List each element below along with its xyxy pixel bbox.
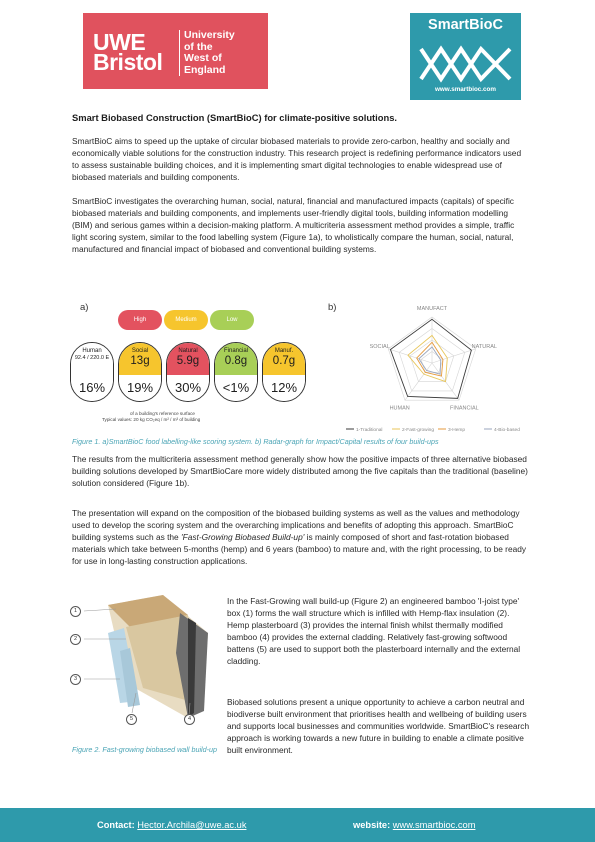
footer-website-link[interactable]: www.smartbioc.com xyxy=(392,820,476,830)
figure-1a-note xyxy=(102,411,200,423)
capsule-natural xyxy=(166,342,210,402)
figure-1a-note-line2: Typical values: 20 kg CO₂eq / m² / m³ of building xyxy=(102,417,201,422)
uwe-logo-university xyxy=(184,30,235,76)
capsule-natural-name: Natural xyxy=(178,348,198,354)
capsule-manufactured-top xyxy=(263,343,305,375)
capsule-manufactured-percent: 12% xyxy=(263,375,305,402)
capsule-manufactured xyxy=(262,342,306,402)
capsule-social-value: 13g xyxy=(130,355,150,367)
smartbioc-logo xyxy=(410,13,521,100)
figure-1b-label: b) xyxy=(328,302,337,313)
radar-legend-label: 1-Traditional xyxy=(356,428,383,433)
radar-axis-line xyxy=(432,349,476,363)
uwe-logo-divider xyxy=(179,30,180,76)
capsule-human-percent: 16% xyxy=(71,375,113,402)
callout-5: 5 xyxy=(126,714,137,725)
footer-contact-label: Contact: xyxy=(97,820,135,830)
uwe-bristol-logo xyxy=(83,13,268,89)
radar-axis-label: SOCIAL xyxy=(369,344,390,351)
capsule-human-top xyxy=(71,343,113,375)
uwe-logo-small2: of the xyxy=(184,40,213,53)
presentation-paragraph xyxy=(72,507,528,567)
footer-contact-email-link[interactable]: Hector.Archila@uwe.ac.uk xyxy=(137,820,247,830)
legend-high-pill: High xyxy=(118,310,162,330)
presentation-text-start: The presentation will expand on the composition of the biobased building systems as well as the values and methodology used to develop the scoring system and the overarching implications and benefits of adopting this approach. SmartBioC building systems such as the xyxy=(72,508,520,542)
capsule-social-percent: 19% xyxy=(119,375,161,402)
radar-legend-label: 4-Bio-based xyxy=(494,428,520,433)
legend-medium-pill: Medium xyxy=(164,310,208,330)
capsule-financial-top xyxy=(215,343,257,375)
capsule-financial xyxy=(214,342,258,402)
page-title: Smart Biobased Construction (SmartBioC) for climate-positive solutions. xyxy=(72,112,398,123)
callout-4: 4 xyxy=(184,714,195,725)
radar-axis-label: HUMAN xyxy=(389,405,410,412)
capsule-financial-name: Financial xyxy=(223,348,248,354)
figure-2 xyxy=(68,593,218,731)
conclusion-paragraph: Biobased solutions present a unique opportunity to achieve a carbon neutral and biodiverse built environment that prioritises health and wellbeing of building users and supports local businesses and communities worldwide. SmartBioC's research approach is working towards a new future in building to enable a climate positive built environment. xyxy=(227,697,530,755)
radar-series-1 xyxy=(390,319,471,398)
figure-1-caption: Figure 1. a)SmartBioC food labelling-like scoring system. b) Radar-graph for Impact/Capital results of four build-ups xyxy=(72,437,439,446)
presentation-text-italic: 'Fast-Growing Biobased Build-up' xyxy=(181,532,305,542)
scope-paragraph: SmartBioC investigates the overarching human, social, natural, financial and manufactured impacts (capitals) of specific biobased materials and building components, and implements user-friendly digital tools, building information modelling (BIM) and serious games within a decision-making platform. A multicriteria assessment method provides a simple, traffic light scoring system, similar to the food labelling system (Figure 1a), to wholistically compare the human, social, natural, manufactured and financial impact of biobased and conventional building systems. xyxy=(72,196,515,254)
footer-website xyxy=(353,820,475,830)
uwe-logo-line1: UWE xyxy=(93,29,146,55)
results-paragraph: The results from the multicriteria assessment method generally show how the positive impacts of three alternative biobased building solutions developed by SmartBioCare more widely distributed among the five capitals than the traditional (baseline) solution considered (Figure 1b). xyxy=(72,454,528,488)
capsule-social-top xyxy=(119,343,161,375)
radar-axis-label: NATURAL xyxy=(471,344,497,351)
footer-bar xyxy=(0,808,595,842)
figure-1 xyxy=(62,297,532,437)
capsule-financial-value: 0.8g xyxy=(224,355,248,367)
callout-2: 2 xyxy=(70,634,81,645)
callout-3: 3 xyxy=(70,674,81,685)
figure-1a-label: a) xyxy=(80,302,89,313)
footer-website-label: website: xyxy=(353,820,391,830)
wall-buildup-paragraph: In the Fast-Growing wall build-up (Figure 2) an engineered bamboo 'I-joist type' box (1) forms the wall structure which is infilled with Hemp-flax insulation (2). Hemp plasterboard (3) provides the internal finish whilst thermally modified bamboo (4) provides the external cladding. Relatively fast-growing softwood battens (5) are used to support both the plasterboard internally and the external cladding. xyxy=(227,596,521,666)
capsule-natural-value: 5.9g xyxy=(176,355,200,367)
figure-1a-note-line1: of a building's reference surface xyxy=(130,411,195,416)
capsule-human-value: 92.4 / 220.0 E xyxy=(74,355,110,361)
smartbioc-logo-name: SmartBioC xyxy=(428,17,503,33)
capsule-manufactured-value: 0.7g xyxy=(272,355,296,367)
radar-axis-label: FINANCIAL xyxy=(449,405,479,412)
capsule-social-name: Social xyxy=(131,348,149,354)
capsule-manufactured-name: Manuf. xyxy=(274,348,294,354)
radar-legend-label: 2-Fast-growing xyxy=(402,428,434,433)
capsule-human-name: Human xyxy=(82,348,102,354)
uwe-logo-small1: University xyxy=(184,29,235,41)
capsule-social xyxy=(118,342,162,402)
capsule-natural-percent: 30% xyxy=(167,375,209,402)
smartbioc-logo-url: www.smartbioc.com xyxy=(434,86,496,93)
uwe-logo-small3: West of xyxy=(184,52,222,64)
intro-paragraph: SmartBioC aims to speed up the uptake of circular biobased materials to provide zero-carbon, healthy and socially and economically viable solutions for the construction industry. This research project is redefining performance indicators used to assess sustainable building choices, and it is implementing smart digital technologies to enable widespread use of biobased materials and building components. xyxy=(72,136,522,182)
uwe-logo-wordmark xyxy=(93,29,163,75)
wall-buildup-illustration xyxy=(68,593,218,731)
legend-low-pill: Low xyxy=(210,310,254,330)
capsule-financial-percent: <1% xyxy=(215,375,257,402)
radar-chart xyxy=(332,297,532,437)
smartbioc-mark-icon xyxy=(417,39,514,83)
callout-1: 1 xyxy=(70,606,81,617)
capsule-natural-top xyxy=(167,343,209,375)
radar-axis-label: MANUFACT xyxy=(416,306,448,312)
uwe-logo-line2: Bristol xyxy=(93,49,163,75)
figure-2-caption: Figure 2. Fast-growing biobased wall build-up xyxy=(72,745,218,754)
uwe-logo-small4: England xyxy=(184,63,226,76)
capsule-human xyxy=(70,342,114,402)
radar-legend-label: 3-Hemp xyxy=(448,428,466,433)
footer-contact xyxy=(97,820,246,830)
presentation-text-end: is mainly composed of short and fast-rotation biobased materials which take between 5-months (hemp) and 6 years (bamboo) to mature and, with the right processing, to be ready for use in long-lasting construction applications. xyxy=(72,532,527,566)
